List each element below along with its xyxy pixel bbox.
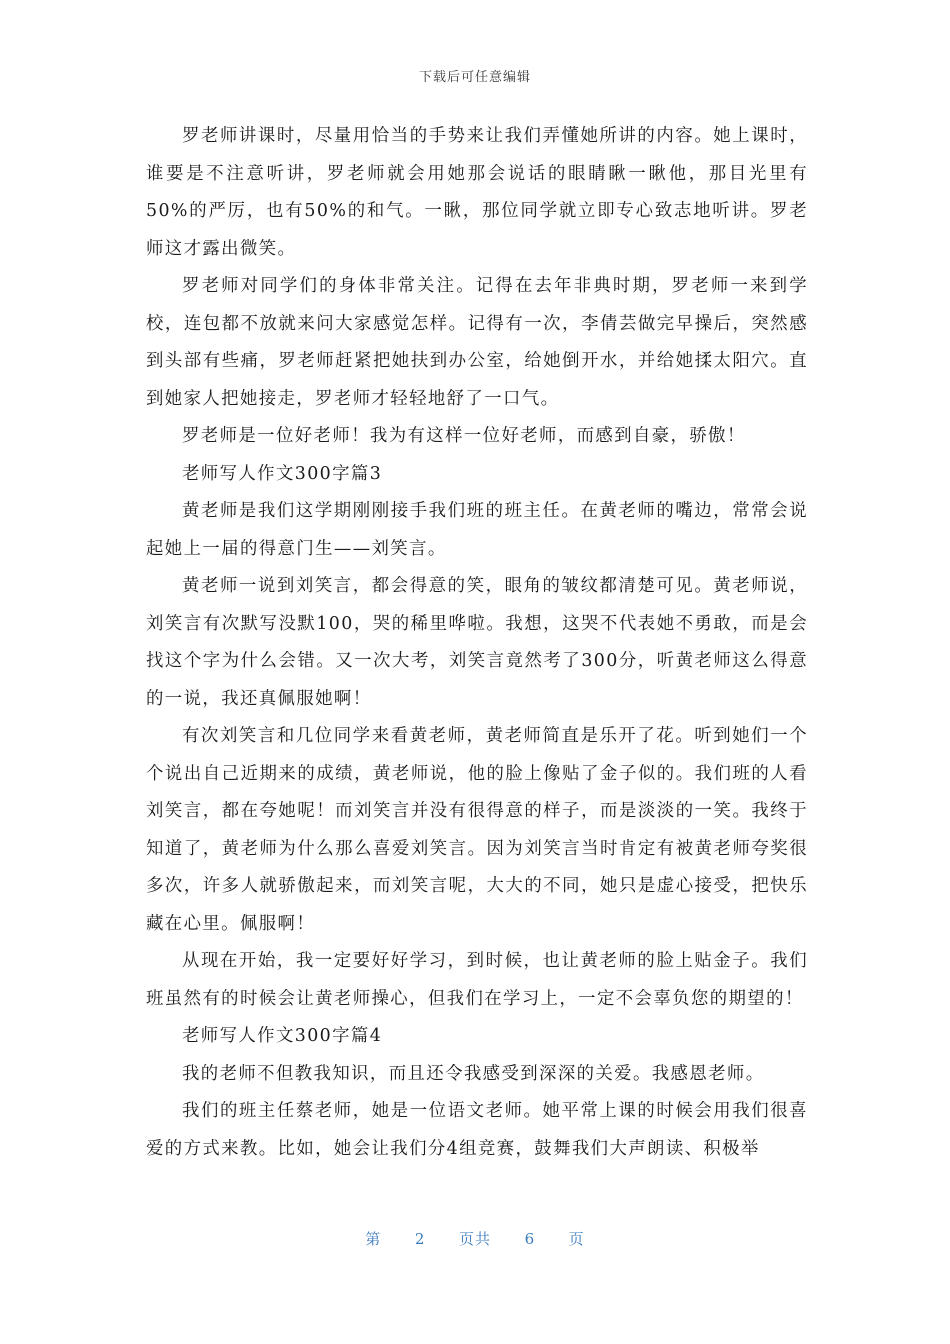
paragraph: 罗老师是一位好老师！我为有这样一位好老师，而感到自豪，骄傲！	[182, 426, 746, 446]
paragraph: 罗老师讲课时，尽量用恰当的手势来让我们弄懂她所讲的内容。她上课时，谁要是不注意听讲，罗老师就会用她那会说话的眼睛瞅一瞅他，那目光里有50%的严厉，也有50%的和气。一瞅，那位同学就立即专心致志地听讲。罗老师这才露出微笑。	[146, 126, 808, 259]
paragraph: 有次刘笑言和几位同学来看黄老师，黄老师简直是乐开了花。听到她们一个个说出自己近期来的成绩，黄老师说，他的脸上像贴了金子似的。我们班的人看刘笑言，都在夸她呢！而刘笑言并没有很得意的样子，而是淡淡的一笑。我终于知道了，黄老师为什么那么喜爱刘笑言。因为刘笑言当时肯定有被黄老师夸奖很多次，许多人就骄傲起来，而刘笑言呢，大大的不同，她只是虚心接受，把快乐藏在心里。佩服啊！	[146, 726, 808, 934]
footer-middle: 页共	[458, 1230, 491, 1248]
paragraph: 我的老师不但教我知识，而且还令我感受到深深的关爱。我感恩老师。	[182, 1063, 765, 1084]
section-heading: 老师写人作文300字篇4	[182, 1026, 383, 1046]
section-heading: 老师写人作文300字篇3	[182, 463, 383, 484]
footer-page-number: 2	[414, 1230, 426, 1248]
paragraph: 黄老师是我们这学期刚刚接手我们班的班主任。在黄老师的嘴边，常常会说起她上一届的得意门生——刘笑言。	[146, 501, 808, 559]
paragraph: 我们的班主任蔡老师，她是一位语文老师。她平常上课的时候会用我们很喜爱的方式来教。比如，她会让我们分4组竞赛，鼓舞我们大声朗读、积极举	[146, 1101, 808, 1159]
paragraph: 黄老师一说到刘笑言，都会得意的笑，眼角的皱纹都清楚可见。黄老师说，刘笑言有次默写没默100，哭的稀里哗啦。我想，这哭不代表她不勇敢，而是会找这个字为什么会错。又一次大考，刘笑言竟然考了300分，听黄老师这么得意的一说，我还真佩服她啊！	[146, 576, 808, 709]
page-footer	[0, 1228, 950, 1249]
footer-suffix: 页	[568, 1230, 585, 1248]
paragraph: 从现在开始，我一定要好好学习，到时候，也让黄老师的脸上贴金子。我们班虽然有的时候会让黄老师操心，但我们在学习上，一定不会辜负您的期望的！	[146, 951, 808, 1009]
document-body	[146, 118, 808, 1168]
paragraph: 罗老师对同学们的身体非常关注。记得在去年非典时期，罗老师一来到学校，连包都不放就来问大家感觉怎样。记得有一次，李倩芸做完早操后，突然感到头部有些痛，罗老师赶紧把她扶到办公室，给她倒开水，并给她揉太阳穴。直到她家人把她接走，罗老师才轻轻地舒了一口气。	[146, 276, 808, 409]
page-header: 下载后可任意编辑	[418, 70, 531, 85]
footer-prefix: 第	[365, 1230, 382, 1248]
footer-total-pages: 6	[524, 1230, 536, 1248]
